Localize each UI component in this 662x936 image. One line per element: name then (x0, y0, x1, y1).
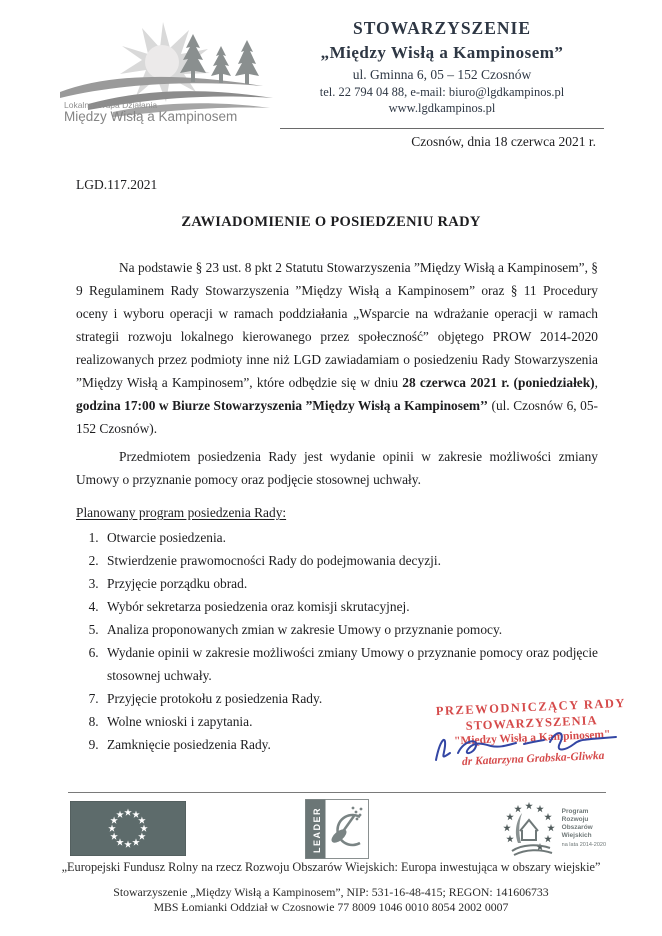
prow-title-line: Obszarów (561, 824, 593, 831)
prow-logo-icon (498, 799, 560, 857)
pine-trees-icon (180, 34, 259, 84)
org-website: www.lgdkampinos.pl (388, 101, 496, 115)
agenda-item: 4. Wybór sekretarza posiedzenia oraz komisji skrutacyjnej. (102, 595, 598, 618)
leader-label: LEADER (312, 806, 322, 853)
letterhead (58, 16, 604, 129)
lgd-logo (58, 16, 280, 129)
prow-title-line: Rozwoju (561, 816, 589, 823)
agenda-item: 9. Zamknięcie posiedzenia Rady. (102, 733, 598, 756)
footer-org-info: Stowarzyszenie „Między Wisłą a Kampinosem”, NIP: 531-16-48-415; REGON: 141606733 (113, 885, 549, 899)
org-header (280, 16, 604, 129)
handwritten-signature (428, 726, 623, 772)
prow-subtitle: na lata 2014-2020 (561, 842, 606, 848)
agenda-item: 7. Przyjęcie protokołu z posiedzenia Rady. (102, 687, 598, 710)
eu-flag-icon (70, 801, 186, 856)
prow-logo (498, 799, 606, 857)
p1-text-3: (ul. Czosnów 6, 05-152 Czosnów). (76, 398, 598, 436)
agenda-item: 1. Otwarcie posiedzenia. (102, 526, 598, 549)
agenda-item: 3. Przyjęcie porządku obrad. (102, 572, 598, 595)
prow-text (562, 808, 606, 848)
footer-bank-info: MBS Łomianki Oddział w Czosnowie 77 8009 1046 0010 8054 2002 0007 (153, 900, 509, 914)
org-name-line1: STOWARZYSZENIE (352, 18, 532, 38)
paragraph-legal-basis (76, 256, 598, 440)
p1-text-2: , (594, 375, 598, 390)
document-body (76, 256, 598, 756)
footer-logos (68, 799, 606, 859)
reference-number: LGD.117.2021 (76, 177, 158, 192)
agenda-item: 5. Analiza proponowanych zmian w zakresie Umowy o przyznanie pomocy. (102, 618, 598, 641)
prow-title-line: Program (561, 808, 589, 815)
p1-bold-time-place: godzina 17:00 w Biurze Stowarzyszenia ”Między Wisłą a Kampinosem’’ (76, 398, 488, 413)
stamp-role: PRZEWODNICZĄCY RADY (435, 695, 627, 719)
logo-tagline: Lokalna Grupa Działania (64, 100, 158, 110)
prow-title-line: Wiejskich (561, 832, 592, 839)
org-contact: tel. 22 794 04 88, e-mail: biuro@lgdkampinos.pl (319, 85, 565, 99)
dateline: Czosnów, dnia 18 czerwca 2021 r. (411, 134, 596, 149)
paragraph-subject: Przedmiotem posiedzenia Rady jest wydanie opinii w zakresie możliwości zmiany Umowy o przyznanie pomocy oraz podjęcie stosownej uchwały. (76, 449, 598, 487)
stamp-person: dr Katarzyna Grabska-Gliwka (461, 749, 605, 769)
footer-divider (68, 792, 606, 793)
agenda-item: 2. Stwierdzenie prawomocności Rady do podejmowania decyzji. (102, 549, 598, 572)
agenda-item: 6. Wydanie opinii w zakresie możliwości zmiany Umowy o przyznanie pomocy oraz podjęcie stosownej uchwały. (102, 641, 598, 687)
eu-fund-quote: „Europejski Fundusz Rolny na rzecz Rozwoju Obszarów Wiejskich: Europa inwestująca w obszary wiejskie” (61, 860, 601, 874)
p1-text-1: Na podstawie § 23 ust. 8 pkt 2 Statutu Stowarzyszenia ”Między Wisłą a Kampinosem”, § 9 Regulaminem Rady Stowarzyszenia ”Między Wisłą a Kampinosem” oraz § 11 Procedury oceny i wyboru operacji w ramach poddziałania „Wsparcie na wdrażanie operacji w ramach strategii rozwoju lokalnego kierowanego przez społeczność” objętego PROW 2014-2020 realizowanych przez podmioty inne niż LGD zawiadamiam o posiedzeniu Rady Stowarzyszenia ”Między Wisłą a Kampinosem”, które odbędzie się w dniu (76, 260, 598, 390)
leader-logo-icon (305, 799, 369, 859)
agenda-item: 8. Wolne wnioski i zapytania. (102, 710, 598, 733)
logo-name: Między Wisłą a Kampinosem (64, 109, 238, 124)
stamp-org: STOWARZYSZENIA (465, 713, 598, 733)
org-address: ul. Gminna 6, 05 – 152 Czosnów (352, 67, 532, 82)
p1-bold-date: 28 czerwca 2021 r. (poniedziałek) (402, 375, 595, 390)
lgd-logo-image (58, 16, 280, 124)
document-title: ZAWIADOMIENIE O POSIEDZENIU RADY (181, 214, 481, 230)
stamp-org-name: "Między Wisłą a Kampinosem" (453, 728, 611, 748)
org-name-line2: „Między Wisłą a Kampinosem” (320, 43, 564, 62)
agenda-heading: Planowany program posiedzenia Rady: (76, 505, 287, 520)
